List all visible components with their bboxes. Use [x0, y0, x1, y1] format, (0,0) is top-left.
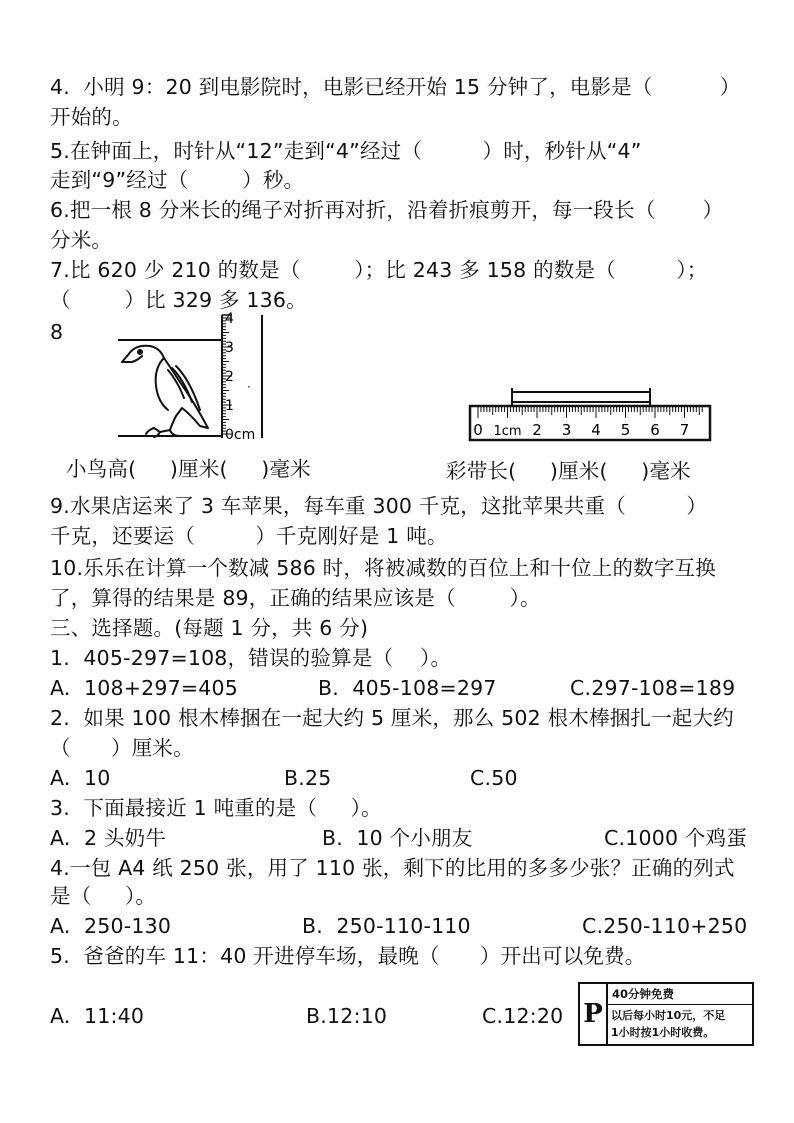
ruler-tick-label: 0cm [225, 427, 256, 443]
parking-sign [578, 982, 754, 1046]
fill-q10-line1: 10.乐乐在计算一个数减 586 时，将被减数的百位上和十位上的数字互换 [50, 556, 716, 580]
choice-q1: 1. 405-297=108，错误的验算是（ ）。 [50, 646, 452, 670]
ruler-tick-label: 4 [225, 311, 234, 327]
choice-q3-option-a: A. 2 头奶牛 [50, 826, 167, 850]
fill-q6-line1: 6.把一根 8 分米长的绳子对折再对折，沿着折痕剪开，每一段长（ ） [50, 198, 724, 222]
choice-q4-line1: 4.一包 A4 纸 250 张，用了 110 张，剩下的比用的多多少张？正确的列式 [50, 856, 735, 880]
ruler-tick-label: 3 [561, 421, 572, 439]
choice-q3-option-c: C.1000 个鸡蛋 [604, 826, 748, 850]
fill-q8-number: 8 [50, 320, 64, 344]
ruler-tick-label: 0 [473, 421, 483, 439]
ribbon-ruler-figure [468, 380, 713, 448]
bird-measure-figure [110, 310, 280, 445]
fill-q4-line1: 4. 小明 9：20 到电影院时，电影已经开始 15 分钟了，电影是（ ） [50, 75, 741, 99]
choice-q4-option-a: A. 250-130 [50, 914, 172, 938]
choice-q4-option-c: C.250-110+250 [582, 914, 748, 938]
decorative-dot: · [247, 380, 251, 394]
fill-q9-line2: 千克，还要运（ ）千克刚好是 1 吨。 [50, 524, 448, 548]
choice-q5-option-c: C.12:20 [482, 1004, 564, 1028]
choice-q3-option-b: B. 10 个小朋友 [322, 826, 473, 850]
choice-q2-option-b: B.25 [284, 766, 332, 790]
choice-q2-line1: 2. 如果 100 根木棒捆在一起大约 5 厘米，那么 502 根木棒捆扎一起大约 [50, 706, 734, 730]
section-choice-heading: 三、选择题。(每题 1 分，共 6 分) [50, 616, 369, 640]
fill-q6-line2: 分米。 [50, 228, 113, 252]
parking-sign-letter: P [580, 984, 608, 1044]
ruler-tick-label: 4 [591, 421, 601, 439]
fill-q9-line1: 9.水果店运来了 3 车苹果，每车重 300 千克，这批苹果共重（ ） [50, 494, 708, 518]
parking-sign-rate1: 以后每小时10元，不足 [611, 1009, 726, 1022]
choice-q3: 3. 下面最接近 1 吨重的是（ ）。 [50, 796, 382, 820]
choice-q4-line2: 是（ ）。 [50, 884, 157, 908]
choice-q1-option-b: B. 405-108=297 [318, 676, 497, 700]
choice-q2-option-a: A. 10 [50, 766, 111, 790]
ruler-tick-label: 2 [532, 421, 542, 439]
ruler-tick-label: 3 [225, 340, 234, 356]
parking-sign-free: 40分钟免费 [608, 984, 752, 1005]
fill-q7-line2: （ ）比 329 多 136。 [50, 288, 307, 312]
choice-q2-line2: （ ）厘米。 [50, 736, 194, 760]
ribbon [512, 388, 650, 406]
fill-q7-line1: 7.比 620 少 210 的数是（ ）；比 243 多 158 的数是（ ）； [50, 258, 708, 282]
choice-q5: 5. 爸爸的车 11：40 开进停车场，最晚（ ）开出可以免费。 [50, 944, 646, 968]
bird-icon [122, 346, 208, 437]
choice-q1-option-a: A. 108+297=405 [50, 676, 238, 700]
ruler-tick-label: 1cm [493, 424, 522, 439]
fill-q4-line2: 开始的。 [50, 105, 133, 129]
choice-q2-option-c: C.50 [470, 766, 518, 790]
bird-height-caption: 小鸟高( )厘米( )毫米 [66, 457, 311, 481]
ruler-tick-label: 5 [620, 421, 631, 439]
ruler-tick-label: 6 [650, 421, 660, 439]
ribbon-length-caption: 彩带长( )厘米( )毫米 [446, 459, 691, 483]
ruler-tick-label: 2 [225, 369, 234, 385]
fill-q5-line1: 5.在钟面上，时针从“12”走到“4”经过（ ）时，秒针从“4” [50, 139, 642, 163]
choice-q5-option-a: A. 11:40 [50, 1004, 145, 1028]
ruler-tick-label: 7 [679, 421, 690, 439]
fill-q10-line2: 了，算得的结果是 89，正确的结果应该是（ ）。 [50, 586, 541, 610]
ruler-tick-label: 1 [225, 398, 234, 414]
fill-q5-line2: 走到“9”经过（ ）秒。 [50, 168, 305, 192]
parking-sign-rate2: 1小时按1小时收费。 [611, 1026, 715, 1039]
choice-q4-option-b: B. 250-110-110 [302, 914, 471, 938]
choice-q5-option-b: B.12:10 [306, 1004, 388, 1028]
choice-q1-option-c: C.297-108=189 [570, 676, 736, 700]
